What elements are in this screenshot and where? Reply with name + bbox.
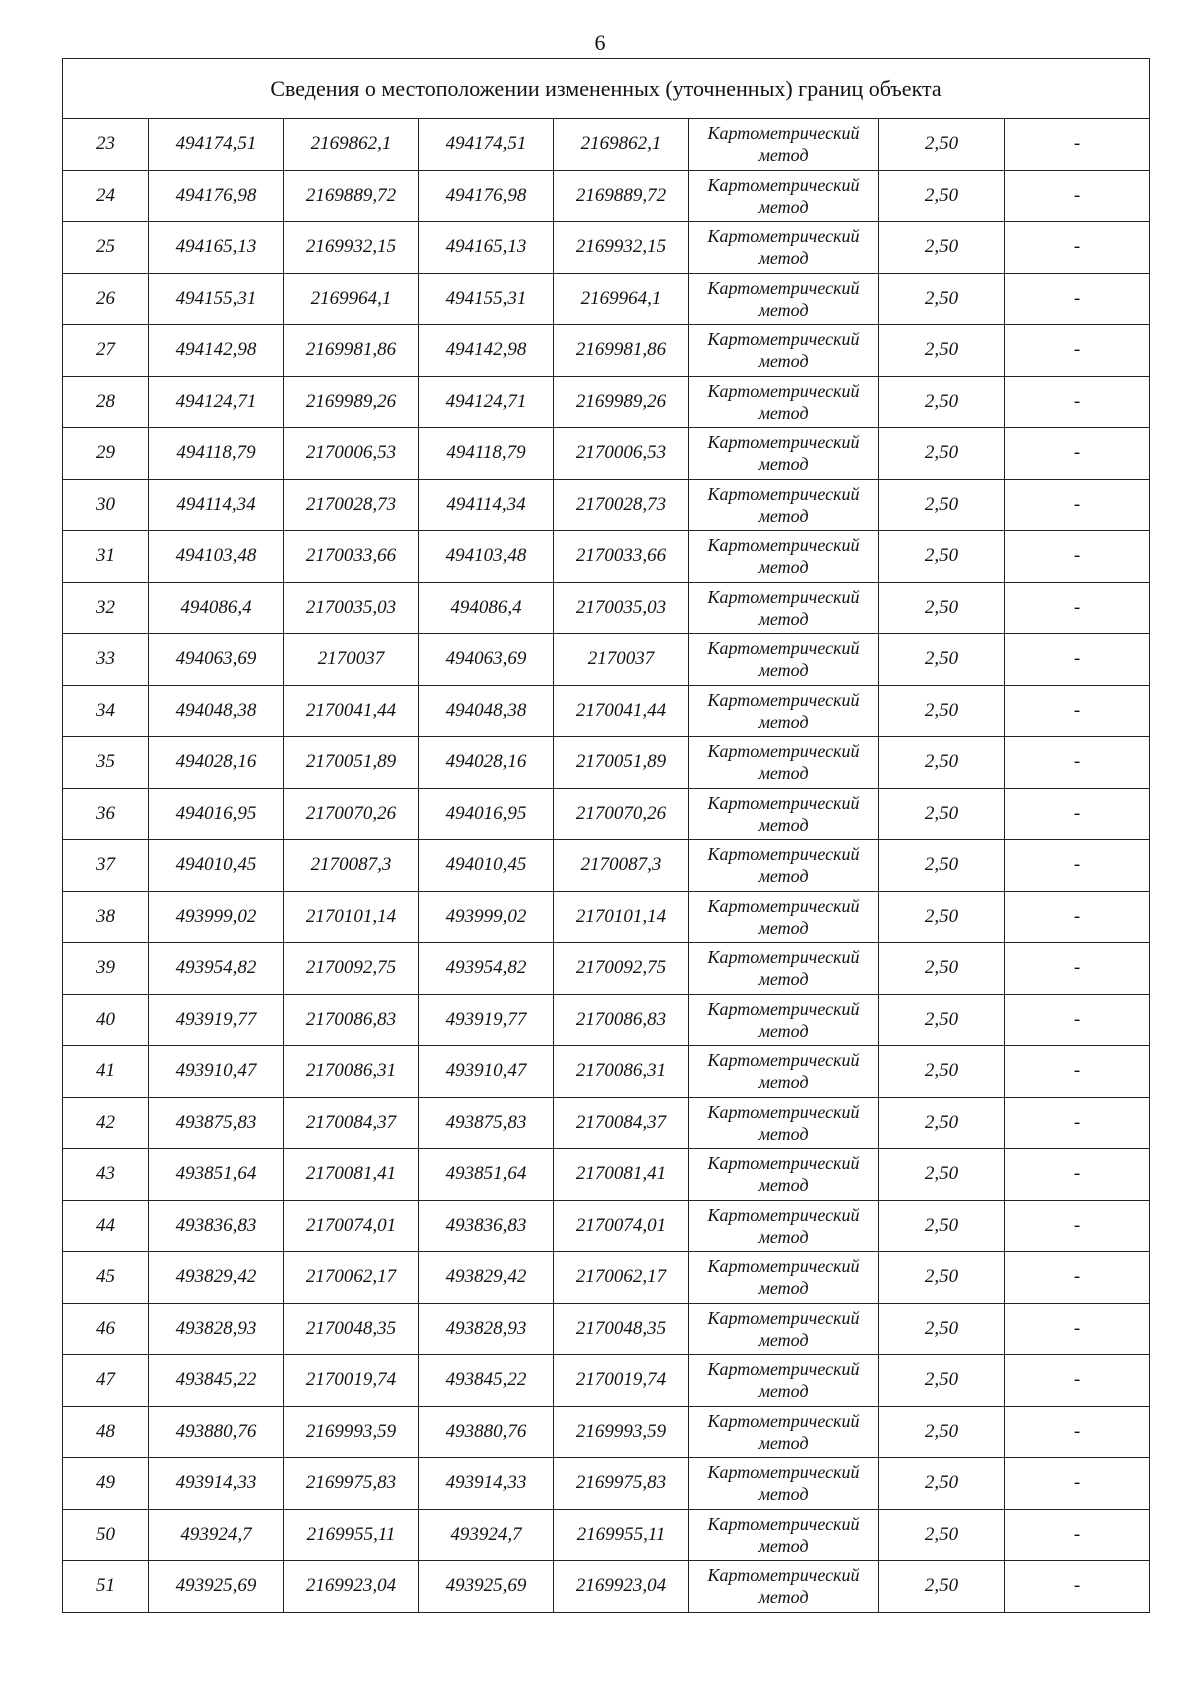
cell-method: Картометрический метод [689, 273, 879, 325]
cell-old-x: 493845,22 [149, 1355, 284, 1407]
cell-new-y: 2170074,01 [554, 1200, 689, 1252]
cell-point-number: 29 [63, 428, 149, 480]
cell-accuracy: 2,50 [879, 479, 1005, 531]
cell-old-x: 494124,71 [149, 376, 284, 428]
cell-new-x: 494010,45 [419, 840, 554, 892]
cell-method: Картометрический метод [689, 1458, 879, 1510]
cell-accuracy: 2,50 [879, 634, 1005, 686]
cell-old-y: 2170035,03 [284, 582, 419, 634]
cell-point-number: 33 [63, 634, 149, 686]
cell-old-y: 2169955,11 [284, 1509, 419, 1561]
cell-point-number: 47 [63, 1355, 149, 1407]
cell-new-y: 2169964,1 [554, 273, 689, 325]
cell-new-x: 493999,02 [419, 891, 554, 943]
cell-description: - [1005, 634, 1150, 686]
boundary-coordinates-table [62, 58, 1150, 1613]
cell-point-number: 37 [63, 840, 149, 892]
cell-point-number: 46 [63, 1303, 149, 1355]
cell-method: Картометрический метод [689, 1303, 879, 1355]
cell-accuracy: 2,50 [879, 1046, 1005, 1098]
cell-accuracy: 2,50 [879, 428, 1005, 480]
cell-new-y: 2169932,15 [554, 222, 689, 274]
cell-method: Картометрический метод [689, 1509, 879, 1561]
cell-point-number: 35 [63, 737, 149, 789]
cell-description: - [1005, 1046, 1150, 1098]
cell-new-x: 493954,82 [419, 943, 554, 995]
cell-old-y: 2169889,72 [284, 170, 419, 222]
cell-old-y: 2170062,17 [284, 1252, 419, 1304]
cell-old-y: 2170101,14 [284, 891, 419, 943]
cell-description: - [1005, 737, 1150, 789]
cell-method: Картометрический метод [689, 531, 879, 583]
cell-old-y: 2170092,75 [284, 943, 419, 995]
cell-accuracy: 2,50 [879, 1355, 1005, 1407]
cell-accuracy: 2,50 [879, 1509, 1005, 1561]
cell-old-y: 2170037 [284, 634, 419, 686]
cell-new-x: 494174,51 [419, 119, 554, 171]
table-row [63, 1561, 1150, 1613]
cell-accuracy: 2,50 [879, 273, 1005, 325]
cell-description: - [1005, 582, 1150, 634]
table-row [63, 479, 1150, 531]
cell-old-x: 494103,48 [149, 531, 284, 583]
cell-new-x: 494155,31 [419, 273, 554, 325]
cell-accuracy: 2,50 [879, 788, 1005, 840]
cell-new-x: 493829,42 [419, 1252, 554, 1304]
cell-new-x: 494142,98 [419, 325, 554, 377]
table-row [63, 222, 1150, 274]
cell-old-y: 2170051,89 [284, 737, 419, 789]
cell-point-number: 30 [63, 479, 149, 531]
cell-method: Картометрический метод [689, 1097, 879, 1149]
cell-old-y: 2169975,83 [284, 1458, 419, 1510]
cell-old-y: 2170070,26 [284, 788, 419, 840]
cell-accuracy: 2,50 [879, 737, 1005, 789]
table-title-row [63, 59, 1150, 119]
cell-old-y: 2170081,41 [284, 1149, 419, 1201]
cell-new-y: 2170062,17 [554, 1252, 689, 1304]
table-row [63, 1406, 1150, 1458]
cell-description: - [1005, 840, 1150, 892]
cell-old-x: 494010,45 [149, 840, 284, 892]
cell-description: - [1005, 1509, 1150, 1561]
cell-method: Картометрический метод [689, 994, 879, 1046]
cell-old-y: 2170084,37 [284, 1097, 419, 1149]
cell-old-x: 494118,79 [149, 428, 284, 480]
page-number: 6 [594, 30, 606, 55]
cell-point-number: 44 [63, 1200, 149, 1252]
table-row [63, 891, 1150, 943]
cell-new-x: 494028,16 [419, 737, 554, 789]
cell-description: - [1005, 170, 1150, 222]
cell-method: Картометрический метод [689, 943, 879, 995]
table-row [63, 634, 1150, 686]
cell-old-y: 2170028,73 [284, 479, 419, 531]
cell-new-y: 2170087,3 [554, 840, 689, 892]
table-row [63, 428, 1150, 480]
cell-description: - [1005, 1406, 1150, 1458]
cell-point-number: 38 [63, 891, 149, 943]
cell-method: Картометрический метод [689, 170, 879, 222]
table-title: Сведения о местоположении измененных (уточненных) границ объекта [63, 59, 1150, 119]
cell-old-x: 494114,34 [149, 479, 284, 531]
cell-accuracy: 2,50 [879, 531, 1005, 583]
cell-point-number: 50 [63, 1509, 149, 1561]
cell-old-x: 494165,13 [149, 222, 284, 274]
cell-new-x: 494124,71 [419, 376, 554, 428]
table-row [63, 1509, 1150, 1561]
table-row [63, 685, 1150, 737]
cell-method: Картометрический метод [689, 685, 879, 737]
cell-new-y: 2169889,72 [554, 170, 689, 222]
cell-accuracy: 2,50 [879, 1561, 1005, 1613]
cell-new-x: 493845,22 [419, 1355, 554, 1407]
cell-new-y: 2170035,03 [554, 582, 689, 634]
cell-accuracy: 2,50 [879, 1200, 1005, 1252]
table-row [63, 1046, 1150, 1098]
cell-new-y: 2170033,66 [554, 531, 689, 583]
cell-method: Картометрический метод [689, 582, 879, 634]
cell-old-x: 493924,7 [149, 1509, 284, 1561]
cell-old-x: 493925,69 [149, 1561, 284, 1613]
cell-new-x: 494114,34 [419, 479, 554, 531]
table-row [63, 325, 1150, 377]
cell-point-number: 43 [63, 1149, 149, 1201]
cell-old-y: 2169932,15 [284, 222, 419, 274]
cell-method: Картометрический метод [689, 840, 879, 892]
cell-accuracy: 2,50 [879, 943, 1005, 995]
cell-new-x: 493924,7 [419, 1509, 554, 1561]
cell-point-number: 32 [63, 582, 149, 634]
cell-method: Картометрический метод [689, 788, 879, 840]
cell-accuracy: 2,50 [879, 1252, 1005, 1304]
cell-old-y: 2169923,04 [284, 1561, 419, 1613]
cell-new-y: 2170037 [554, 634, 689, 686]
cell-new-x: 494063,69 [419, 634, 554, 686]
table-row [63, 1303, 1150, 1355]
table-row [63, 1458, 1150, 1510]
cell-accuracy: 2,50 [879, 325, 1005, 377]
cell-method: Картометрический метод [689, 479, 879, 531]
cell-old-x: 493851,64 [149, 1149, 284, 1201]
cell-method: Картометрический метод [689, 891, 879, 943]
cell-old-y: 2169993,59 [284, 1406, 419, 1458]
cell-accuracy: 2,50 [879, 582, 1005, 634]
cell-description: - [1005, 685, 1150, 737]
table-row [63, 1149, 1150, 1201]
cell-old-y: 2170033,66 [284, 531, 419, 583]
cell-old-y: 2170006,53 [284, 428, 419, 480]
cell-description: - [1005, 943, 1150, 995]
cell-accuracy: 2,50 [879, 840, 1005, 892]
cell-new-x: 494118,79 [419, 428, 554, 480]
cell-old-x: 493910,47 [149, 1046, 284, 1098]
cell-method: Картометрический метод [689, 634, 879, 686]
cell-old-y: 2170041,44 [284, 685, 419, 737]
cell-point-number: 27 [63, 325, 149, 377]
table-row [63, 737, 1150, 789]
cell-point-number: 28 [63, 376, 149, 428]
cell-new-y: 2169923,04 [554, 1561, 689, 1613]
cell-point-number: 34 [63, 685, 149, 737]
cell-old-x: 494086,4 [149, 582, 284, 634]
cell-old-x: 494155,31 [149, 273, 284, 325]
cell-old-y: 2169964,1 [284, 273, 419, 325]
cell-point-number: 36 [63, 788, 149, 840]
cell-new-y: 2170006,53 [554, 428, 689, 480]
cell-new-x: 493919,77 [419, 994, 554, 1046]
cell-old-x: 493828,93 [149, 1303, 284, 1355]
cell-description: - [1005, 994, 1150, 1046]
cell-method: Картометрический метод [689, 737, 879, 789]
table-row [63, 994, 1150, 1046]
cell-accuracy: 2,50 [879, 685, 1005, 737]
cell-description: - [1005, 119, 1150, 171]
cell-accuracy: 2,50 [879, 1097, 1005, 1149]
cell-new-x: 494165,13 [419, 222, 554, 274]
cell-accuracy: 2,50 [879, 119, 1005, 171]
cell-new-x: 494103,48 [419, 531, 554, 583]
cell-old-x: 494048,38 [149, 685, 284, 737]
cell-new-y: 2170048,35 [554, 1303, 689, 1355]
cell-method: Картометрический метод [689, 428, 879, 480]
cell-new-y: 2170086,31 [554, 1046, 689, 1098]
cell-old-x: 493914,33 [149, 1458, 284, 1510]
cell-new-x: 493828,93 [419, 1303, 554, 1355]
cell-new-x: 493851,64 [419, 1149, 554, 1201]
cell-description: - [1005, 1303, 1150, 1355]
cell-point-number: 26 [63, 273, 149, 325]
cell-old-x: 493875,83 [149, 1097, 284, 1149]
cell-point-number: 40 [63, 994, 149, 1046]
cell-accuracy: 2,50 [879, 222, 1005, 274]
cell-description: - [1005, 1252, 1150, 1304]
cell-old-y: 2170086,83 [284, 994, 419, 1046]
cell-new-y: 2169981,86 [554, 325, 689, 377]
cell-old-x: 493880,76 [149, 1406, 284, 1458]
cell-new-y: 2170086,83 [554, 994, 689, 1046]
cell-new-y: 2170101,14 [554, 891, 689, 943]
cell-old-x: 494016,95 [149, 788, 284, 840]
cell-description: - [1005, 428, 1150, 480]
table-row [63, 170, 1150, 222]
cell-point-number: 25 [63, 222, 149, 274]
cell-accuracy: 2,50 [879, 170, 1005, 222]
cell-description: - [1005, 531, 1150, 583]
cell-new-y: 2169989,26 [554, 376, 689, 428]
cell-accuracy: 2,50 [879, 376, 1005, 428]
table-row [63, 119, 1150, 171]
cell-method: Картометрический метод [689, 119, 879, 171]
cell-method: Картометрический метод [689, 1252, 879, 1304]
cell-method: Картометрический метод [689, 1200, 879, 1252]
cell-old-y: 2170086,31 [284, 1046, 419, 1098]
cell-new-x: 493875,83 [419, 1097, 554, 1149]
cell-new-x: 494016,95 [419, 788, 554, 840]
cell-point-number: 49 [63, 1458, 149, 1510]
cell-method: Картометрический метод [689, 325, 879, 377]
cell-old-y: 2169862,1 [284, 119, 419, 171]
cell-new-x: 494048,38 [419, 685, 554, 737]
cell-point-number: 42 [63, 1097, 149, 1149]
cell-old-x: 494142,98 [149, 325, 284, 377]
cell-old-x: 493829,42 [149, 1252, 284, 1304]
cell-description: - [1005, 788, 1150, 840]
cell-old-x: 493919,77 [149, 994, 284, 1046]
cell-old-y: 2170019,74 [284, 1355, 419, 1407]
table-row [63, 582, 1150, 634]
cell-accuracy: 2,50 [879, 891, 1005, 943]
cell-new-y: 2169862,1 [554, 119, 689, 171]
cell-description: - [1005, 1200, 1150, 1252]
table-row [63, 840, 1150, 892]
cell-new-y: 2170028,73 [554, 479, 689, 531]
table-row [63, 1355, 1150, 1407]
table-row [63, 531, 1150, 583]
cell-description: - [1005, 325, 1150, 377]
cell-method: Картометрический метод [689, 376, 879, 428]
cell-new-x: 493914,33 [419, 1458, 554, 1510]
cell-point-number: 31 [63, 531, 149, 583]
cell-accuracy: 2,50 [879, 1149, 1005, 1201]
cell-accuracy: 2,50 [879, 1303, 1005, 1355]
cell-accuracy: 2,50 [879, 1406, 1005, 1458]
cell-point-number: 45 [63, 1252, 149, 1304]
cell-new-y: 2169993,59 [554, 1406, 689, 1458]
cell-old-x: 494174,51 [149, 119, 284, 171]
cell-description: - [1005, 479, 1150, 531]
cell-new-x: 494086,4 [419, 582, 554, 634]
cell-description: - [1005, 273, 1150, 325]
cell-point-number: 23 [63, 119, 149, 171]
cell-method: Картометрический метод [689, 1149, 879, 1201]
cell-point-number: 24 [63, 170, 149, 222]
cell-point-number: 39 [63, 943, 149, 995]
table-row [63, 788, 1150, 840]
table-row [63, 376, 1150, 428]
table-row [63, 273, 1150, 325]
cell-method: Картометрический метод [689, 222, 879, 274]
cell-new-y: 2170092,75 [554, 943, 689, 995]
cell-old-x: 494028,16 [149, 737, 284, 789]
table-row [63, 1097, 1150, 1149]
cell-new-y: 2170041,44 [554, 685, 689, 737]
cell-new-y: 2169955,11 [554, 1509, 689, 1561]
cell-new-x: 493910,47 [419, 1046, 554, 1098]
cell-point-number: 48 [63, 1406, 149, 1458]
cell-description: - [1005, 1458, 1150, 1510]
cell-old-y: 2169989,26 [284, 376, 419, 428]
cell-old-x: 493836,83 [149, 1200, 284, 1252]
cell-description: - [1005, 891, 1150, 943]
cell-new-y: 2169975,83 [554, 1458, 689, 1510]
cell-new-y: 2170051,89 [554, 737, 689, 789]
cell-new-y: 2170070,26 [554, 788, 689, 840]
table-row [63, 1252, 1150, 1304]
cell-description: - [1005, 1355, 1150, 1407]
table-row [63, 943, 1150, 995]
cell-accuracy: 2,50 [879, 994, 1005, 1046]
cell-method: Картометрический метод [689, 1561, 879, 1613]
cell-old-x: 493999,02 [149, 891, 284, 943]
cell-point-number: 51 [63, 1561, 149, 1613]
cell-old-y: 2170048,35 [284, 1303, 419, 1355]
cell-new-x: 493880,76 [419, 1406, 554, 1458]
cell-description: - [1005, 376, 1150, 428]
cell-old-y: 2170074,01 [284, 1200, 419, 1252]
cell-accuracy: 2,50 [879, 1458, 1005, 1510]
cell-old-y: 2170087,3 [284, 840, 419, 892]
cell-old-x: 494063,69 [149, 634, 284, 686]
cell-method: Картометрический метод [689, 1046, 879, 1098]
cell-description: - [1005, 1561, 1150, 1613]
table-row [63, 1200, 1150, 1252]
cell-description: - [1005, 1149, 1150, 1201]
cell-description: - [1005, 222, 1150, 274]
cell-new-y: 2170084,37 [554, 1097, 689, 1149]
cell-new-y: 2170081,41 [554, 1149, 689, 1201]
cell-old-x: 494176,98 [149, 170, 284, 222]
cell-old-y: 2169981,86 [284, 325, 419, 377]
cell-new-x: 493925,69 [419, 1561, 554, 1613]
cell-new-x: 494176,98 [419, 170, 554, 222]
cell-method: Картометрический метод [689, 1355, 879, 1407]
cell-new-y: 2170019,74 [554, 1355, 689, 1407]
cell-old-x: 493954,82 [149, 943, 284, 995]
cell-description: - [1005, 1097, 1150, 1149]
cell-new-x: 493836,83 [419, 1200, 554, 1252]
cell-method: Картометрический метод [689, 1406, 879, 1458]
cell-point-number: 41 [63, 1046, 149, 1098]
